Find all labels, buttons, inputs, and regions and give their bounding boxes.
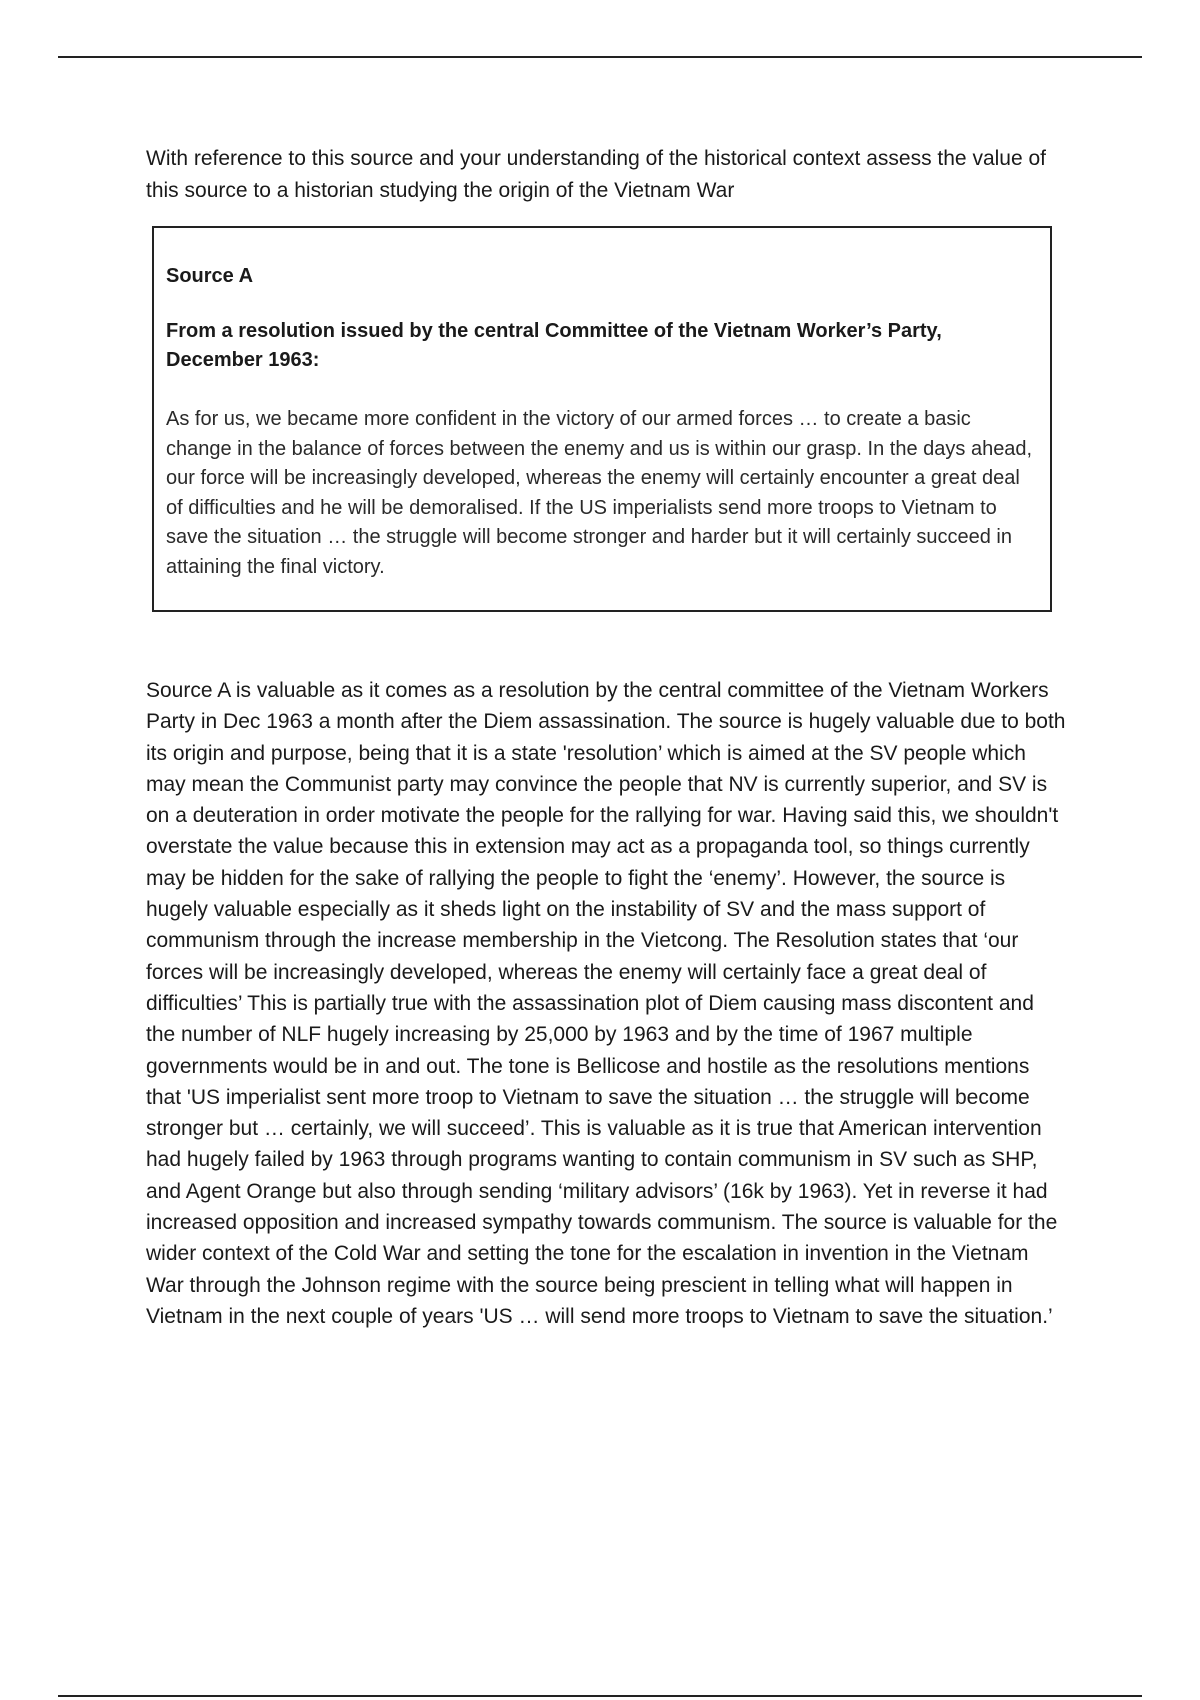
source-attribution: From a resolution issued by the central Committee of the Vietnam Worker’s Party, December 1963:: [166, 320, 942, 371]
question-text: With reference to this source and your understanding of the historical context assess the value of this source to a historian studying the origin of the Vietnam War: [146, 147, 1046, 202]
source-box: [152, 226, 1052, 612]
footer-rule: [58, 1695, 1142, 1697]
source-quote: As for us, we became more confident in the victory of our armed forces … to create a basic change in the balance of forces between the enemy and us is within our grasp. In the days ahead, our force will be increasingly developed, whereas the enemy will certainly encounter a great deal of difficulties and he will be demoralised. If the US imperialists send more troops to Vietnam to save the situation … the struggle will become stronger and harder but it will certainly succeed in attaining the final victory.: [166, 408, 1033, 578]
header-rule: [58, 56, 1142, 58]
source-title: Source A: [166, 265, 254, 287]
answer-text: Source A is valuable as it comes as a resolution by the central committee of the Vietnam Workers Party in Dec 1963 a month after the Diem assassination. The source is hugely valuable due to both its origin and purpose, being that it is a state 'resolution’ which is aimed at the SV people which may mean the Communist party may convince the people that NV is currently superior, and SV is on a deuteration in order motivate the people for the rallying for war. Having said this, we shouldn't overstate the value because this in extension may act as a propaganda tool, so things currently may be hidden for the sake of rallying the people to fight the ‘enemy’. However, the source is hugely valuable especially as it sheds light on the instability of SV and the mass support of communism through the increase membership in the Vietcong. The Resolution states that ‘our forces will be increasingly developed, whereas the enemy will certainly face a great deal of difficulties’ This is partially true with the assassination plot of Diem causing mass discontent and the number of NLF hugely increasing by 25,000 by 1963 and by the time of 1967 multiple governments would be in and out. The tone is Bellicose and hostile as the resolutions mentions that 'US imperialist sent more troop to Vietnam to save the situation … the struggle will become stronger but … certainly, we will succeed’. This is valuable as it is true that American intervention had hugely failed by 1963 through programs wanting to contain communism in SV such as SHP, and Agent Orange but also through sending ‘military advisors’ (16k by 1963). Yet in reverse it had increased opposition and increased sympathy towards communism. The source is valuable for the wider context of the Cold War and setting the tone for the escalation in invention in the Vietnam War through the Johnson regime with the source being prescient in telling what will happen in Vietnam in the next couple of years 'US … will send more troops to Vietnam to save the situation.’: [146, 679, 1066, 1328]
